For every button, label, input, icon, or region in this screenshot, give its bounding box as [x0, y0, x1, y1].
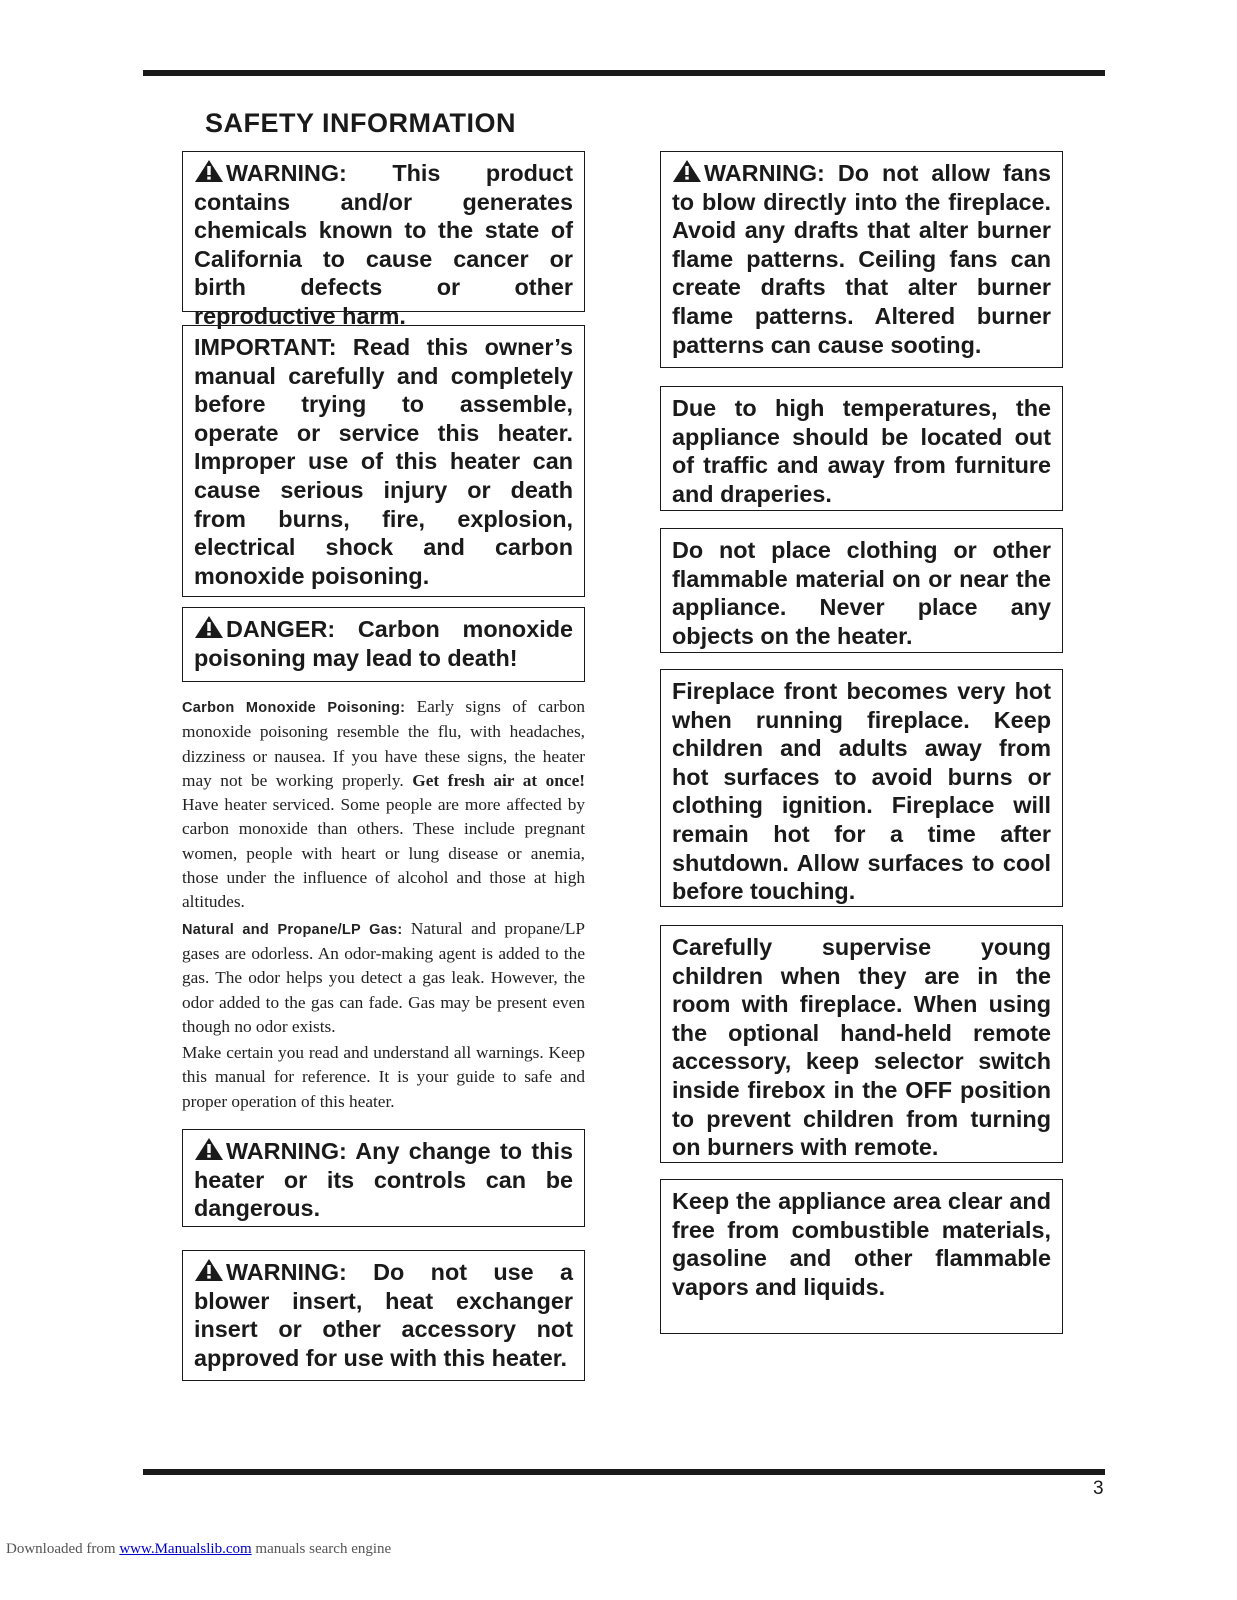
- important-text: IMPORTANT: Read this owner’s manual carefully and completely before trying to assemble, operate or service this heater. Improper use of this heater can cause serious injury or death from burns, fire, explosion, electrical shock and carbon monoxide poisoning.: [194, 334, 573, 589]
- hot-surface-box: [660, 669, 1063, 907]
- manualslib-link[interactable]: www.Manualslib.com: [119, 1541, 252, 1557]
- supervise-children-text: Carefully supervise young children when they are in the room with fireplace. When using the optional hand-held remote accessory, keep selector switch inside firebox in the OFF position to prevent children from turning on burners with remote.: [672, 934, 1051, 1161]
- important-box: [182, 325, 585, 597]
- gas-text: Natural and propane/LP gases are odorless. An odor-making agent is added to the gas. The odor helps you detect a gas leak. However, the odor added to the gas can fade. Gas may be present even though no odor exists.: [182, 918, 586, 1036]
- supervise-children-box: [660, 925, 1063, 1163]
- co-text-continued: Have heater serviced. Some people are more affected by carbon monoxide than others. These include pregnant women, people with heart or lung disease or anemia, those under the influence of alcohol and those at high altitudes.: [182, 795, 585, 912]
- temperature-box: [660, 386, 1063, 511]
- co-paragraph: [182, 695, 585, 915]
- warning-box-fans: [660, 151, 1063, 368]
- left-column: [182, 151, 585, 1381]
- warning-triangle-icon: [672, 159, 702, 183]
- footer-prefix: Downloaded from: [6, 1541, 120, 1557]
- hot-surface-text: Fireplace front becomes very hot when running fireplace. Keep children and adults away from hot surfaces to avoid burns or clothing ignition. Fireplace will remain hot for a time after shutdown. Allow surfaces to cool before touching.: [672, 678, 1051, 905]
- warning-chemicals-text: WARNING: This product contains and/or generates chemicals known to the state of California to cause cancer or birth defects or other reproductive harm.: [194, 160, 573, 329]
- gas-paragraph: [182, 917, 585, 1039]
- warning-change-text: WARNING: Any change to this heater or its controls can be dangerous.: [194, 1138, 573, 1222]
- warning-triangle-icon: [194, 1137, 224, 1161]
- right-column: [660, 151, 1063, 1334]
- footer-suffix: manuals search engine: [251, 1541, 392, 1557]
- warning-fans-text: WARNING: Do not allow fans to blow directly into the fireplace. Avoid any drafts that alter burner flame patterns. Ceiling fans can create drafts that alter burner flame patterns. Altered burner patterns can cause sooting.: [672, 160, 1051, 358]
- clothing-text: Do not place clothing or other flammable material on or near the appliance. Never place any objects on the heater.: [672, 537, 1051, 649]
- make-certain-paragraph: Make certain you read and understand all warnings. Keep this manual for reference. It is your guide to safe and proper operation of this heater.: [182, 1043, 585, 1111]
- download-footer: [6, 1541, 391, 1558]
- keep-clear-text: Keep the appliance area clear and free from combustible materials, gasoline and other flammable vapors and liquids.: [672, 1188, 1051, 1300]
- warning-box-blower: [182, 1250, 585, 1381]
- warning-box-chemicals: [182, 151, 585, 329]
- warning-triangle-icon: [194, 1258, 224, 1282]
- bottom-rule: [143, 1469, 1105, 1475]
- co-emphasis: Get fresh air at once!: [412, 770, 586, 790]
- warning-box-change: [182, 1129, 585, 1227]
- top-rule: [143, 70, 1105, 76]
- page-number: 3: [1093, 1478, 1104, 1499]
- section-title: SAFETY INFORMATION: [205, 108, 516, 138]
- warning-blower-text: WARNING: Do not use a blower insert, heat exchanger insert or other accessory not approved for use with this heater.: [194, 1259, 573, 1371]
- gas-heading: Natural and Propane/LP Gas:: [182, 921, 403, 938]
- keep-clear-box: [660, 1179, 1063, 1334]
- warning-triangle-icon: [194, 615, 224, 639]
- temperature-text: Due to high temperatures, the appliance should be located out of traffic and away from furniture and draperies.: [672, 395, 1051, 507]
- body-text-block: [182, 695, 585, 1114]
- warning-triangle-icon: [194, 159, 224, 183]
- danger-box: [182, 607, 585, 682]
- co-text: Early signs of carbon monoxide poisoning resemble the flu, with headaches, dizziness or nausea. If you have these signs, the heater may not be working properly.: [182, 697, 585, 790]
- clothing-box: [660, 528, 1063, 653]
- co-heading: Carbon Monoxide Poisoning:: [182, 700, 406, 716]
- danger-text: DANGER: Carbon monoxide poisoning may lead to death!: [194, 616, 573, 671]
